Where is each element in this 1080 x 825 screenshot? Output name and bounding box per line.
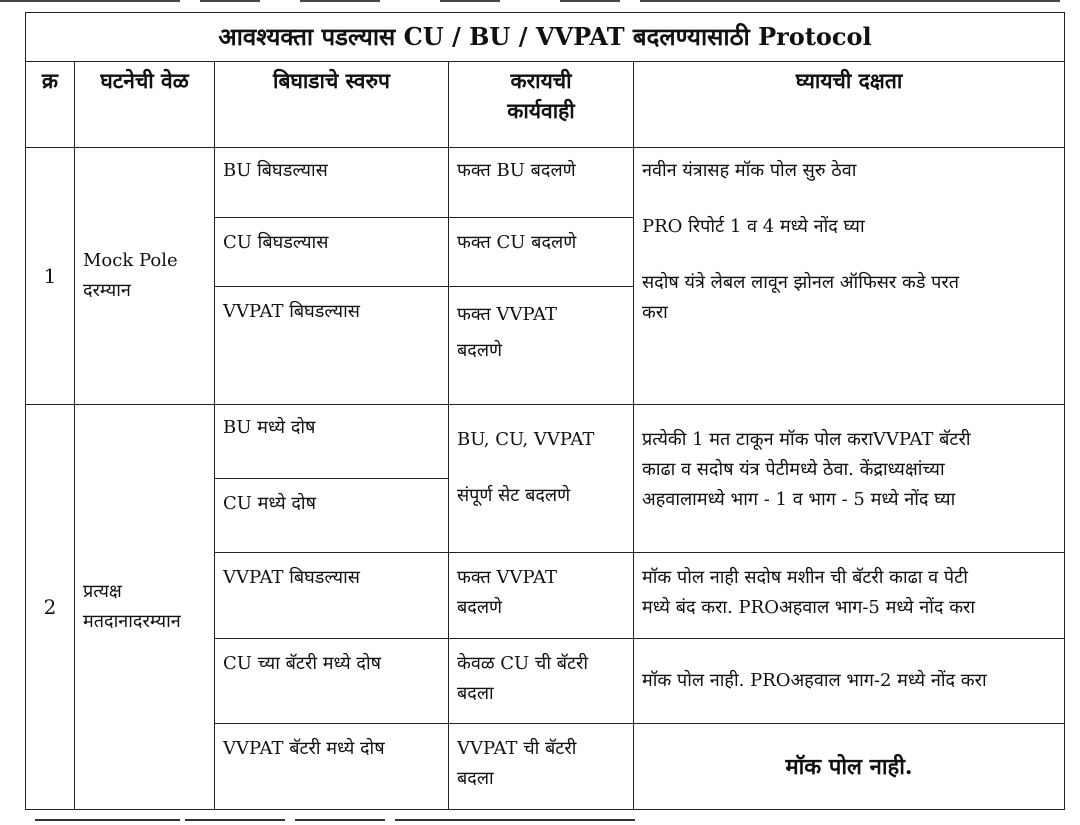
fault-cell: CU च्या बॅटरी मध्ये दोष	[215, 639, 449, 724]
fault-cell: VVPAT बिघडल्यास	[215, 287, 449, 405]
precaution-cell: प्रत्येकी 1 मत टाकून मॉक पोल कराVVPAT बॅटरी काढा व सदोष यंत्र पेटीमध्ये ठेवा. केंद्राध्यक्षांच्या अहवालामध्ये भाग - 1 व भाग - 5 मध्ये नोंद घ्या	[634, 405, 1065, 553]
table-row	[26, 148, 1065, 218]
event-time: प्रत्यक्ष मतदानादरम्यान	[75, 405, 215, 810]
header-event-time: घटनेची वेळ	[75, 62, 215, 148]
fault-cell: CU बिघडल्यास	[215, 218, 449, 287]
action-cell: फक्त BU बदलणे	[449, 148, 634, 218]
action-cell: फक्त VVPAT बदलणे	[449, 287, 634, 405]
header-sr: क्र	[26, 62, 75, 148]
precaution-cell: मॉक पोल नाही. PROअहवाल भाग-2 मध्ये नोंद करा	[634, 639, 1065, 724]
event-time: Mock Pole दरम्यान	[75, 148, 215, 405]
action-cell: VVPAT ची बॅटरी बदला	[449, 724, 634, 810]
precaution-cell: नवीन यंत्रासह मॉक पोल सुरु ठेवा PRO रिपोर्ट 1 व 4 मध्ये नोंद घ्या सदोष यंत्रे लेबल लावून झोनल ऑफिसर कडे परत करा	[634, 148, 1065, 405]
fault-cell: VVPAT बिघडल्यास	[215, 553, 449, 639]
serial-number: 1	[26, 148, 75, 405]
protocol-table	[25, 12, 1065, 810]
action-cell: फक्त CU बदलणे	[449, 218, 634, 287]
serial-number: 2	[26, 405, 75, 810]
fault-cell: CU मध्ये दोष	[215, 479, 449, 553]
header-fault-type: बिघाडाचे स्वरुप	[215, 62, 449, 148]
table-row	[26, 405, 1065, 479]
fault-cell: VVPAT बॅटरी मध्ये दोष	[215, 724, 449, 810]
action-cell: केवळ CU ची बॅटरी बदला	[449, 639, 634, 724]
header-action: करायची कार्यवाही	[449, 62, 634, 148]
header-precaution: घ्यायची दक्षता	[634, 62, 1065, 148]
table-title: आवश्यक्ता पडल्यास CU / BU / VVPAT बदलण्यासाठी Protocol	[26, 13, 1065, 62]
top-cropped-text-remnant	[0, 0, 1080, 8]
bottom-cropped-text-remnant	[35, 819, 635, 825]
action-cell: BU, CU, VVPAT संपूर्ण सेट बदलणे	[449, 405, 634, 553]
precaution-cell: मॉक पोल नाही.	[634, 724, 1065, 810]
fault-cell: BU मध्ये दोष	[215, 405, 449, 479]
action-cell: फक्त VVPAT बदलणे	[449, 553, 634, 639]
precaution-cell: मॉक पोल नाही सदोष मशीन ची बॅटरी काढा व पेटी मध्ये बंद करा. PROअहवाल भाग-5 मध्ये नोंद करा	[634, 553, 1065, 639]
fault-cell: BU बिघडल्यास	[215, 148, 449, 218]
